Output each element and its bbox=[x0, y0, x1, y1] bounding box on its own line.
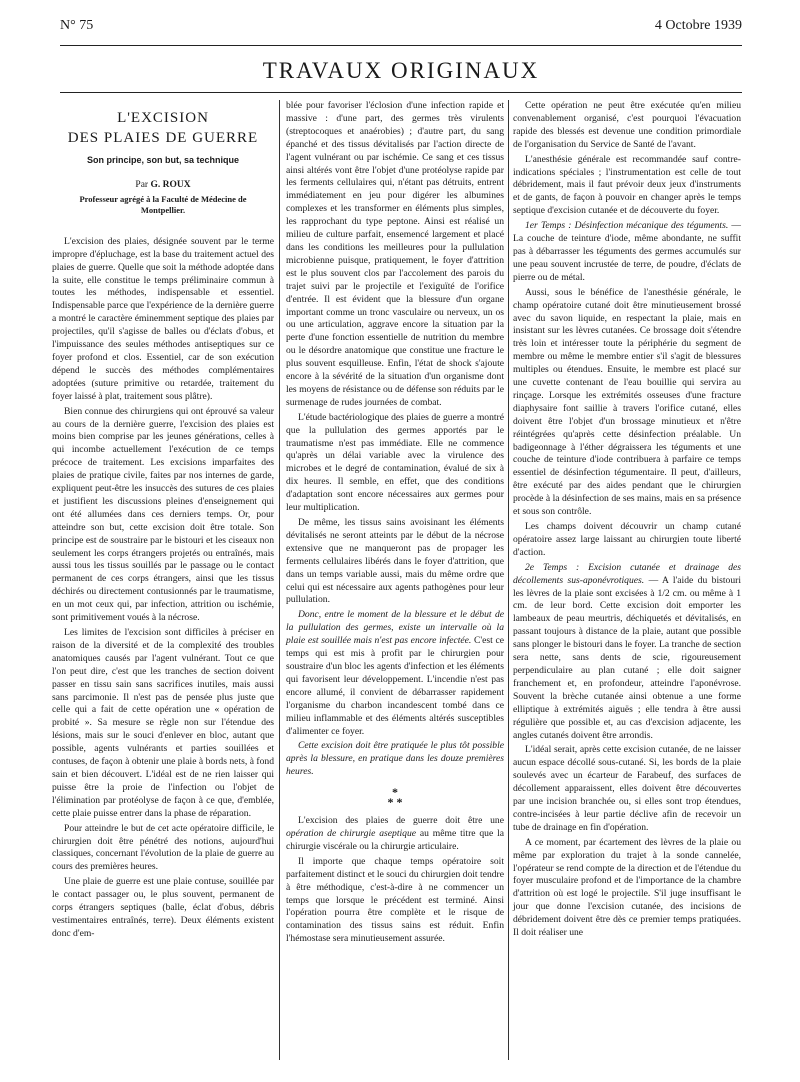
paragraph: L'anesthésie générale est recommandée sauf contre-indications spéciales ; l'instrumentation est celle de tout débridement, mais il faut prévoir deux jeux d'instruments et de gants, de façon à pouvoir en changer après le temps septique d'excision cutanée et de découverte du foyer. bbox=[513, 153, 741, 217]
emphasis: opération de chirurgie aseptique bbox=[286, 828, 417, 840]
article-subtitle: Son principe, son but, sa technique bbox=[86, 155, 239, 165]
paragraph bbox=[286, 740, 504, 779]
title-line: DES PLAIES DE GUERRE bbox=[67, 130, 259, 146]
paragraph: Une plaie de guerre est une plaie contuse, souillée par le contact passager ou, le plus souvent, permanent de corps étrangers septiques (balle, éclat d'obus, débris vestimentaires entraînés, terre). Deux éléments existent donc d'em- bbox=[52, 876, 274, 939]
header-rule bbox=[60, 45, 742, 46]
emphasis: Donc, entre le moment de la blessure et le début de la pullulation des germes, existe un intervalle où la plaie est souillée mais n'est pas encore infectée. bbox=[286, 609, 504, 647]
text: L'excision des plaies de guerre doit être une bbox=[298, 815, 504, 827]
section-separator: * * * bbox=[387, 785, 403, 810]
text: — A l'aide du bistouri les lèvres de la plaie sont excisées à 1/2 cm. ou même à 1 cm. de leur bord. Cette excision doit emporter les lambeaux de peau meurtris, déchiquetés et dévitalisés, en passant toujours à distance de la plaie, autant que possible sans plonger le bistouri dans le foyer. La tranche de section sera nette, sans dents de scie, rigoureusement perpendiculaire au plan cutané ; elle doit saigner franchement et, en profondeur, atteindre l'aponévrose. Souvent la brèche cutanée ainsi obtenue a une forme elliptique à extrémités aiguës ; elle tendra à être aussi régulière que possible et, au cas d'excision adjacente, les angles cutanés doivent être arrondis. bbox=[513, 574, 741, 741]
paragraph: blée pour favoriser l'éclosion d'une infection rapide et massive : d'une part, des germes très virulents (streptocoques et anaérobies) ; d'autre part, du sang épanché et des tissus dévitalisés par l'action directe de l'agent vulnérant ou par ischémie. Ce sang et ces tissus ainsi altérés vont être l'objet d'une protéolyse rapide par les ferments cellulaires qui, n'étant pas détruits, entrent immédiatement en jeu pour digérer les albumines complexes et les transformer en éléments plus simples, les rapprochant du type peptone. Ainsi est réalisé un milieu de culture parfait, ensemencé largement et placé dans les conditions les meilleures pour la pullulation microbienne puisque, pratiquement, le foyer d'attrition est le plus souvent clos par l'accolement des parois du trajet suivi par le projectile et l'exiguïté de l'orifice d'entrée. Il est évident que la blessure d'un organe important comme un tronc vasculaire ou nerveux, un os ou une articulation, aggrave encore la situation par la perte d'une fonction essentielle de nutrition du membre ou le désordre anatomique que constitue une fracture le plus souvent esquilleuse. Enfin, l'état de shock s'ajoute encore à la sévérité de la situation d'un organisme dont les moyens de résistance ou de défense son réduits par le surmenage de rudes journées de combat. bbox=[286, 100, 504, 408]
paragraph: L'excision des plaies, désignée souvent par le terme impropre d'épluchage, est la base du traitement actuel des plaies de guerre. Quelle que soit la méthode adoptée dans la suite, elle constitue le temps préliminaire commun à toutes les méthodes, indispensable et essentiel. Indispensable parce que l'expérience de la dernière guerre a montré le caractère éminemment septique des plaies par projectiles, qu'il s'agisse de balles ou d'éclats d'obus, et l'impuissance des seules méthodes antiseptiques sur ce foyer profond et clos. Essentiel, car de son exécution dépend le succès des méthodes complémentaires adoptées (suture primitive ou retardée, traitement du foyer laissé à plat, traitement sous plâtre). bbox=[52, 235, 274, 402]
author-prefix: Par bbox=[135, 179, 149, 190]
article-title bbox=[52, 108, 274, 148]
column-divider bbox=[508, 100, 509, 1060]
column-1 bbox=[52, 100, 274, 943]
section-heading: 1er Temps : Désinfection mécanique des téguments. bbox=[525, 220, 729, 232]
section-rule bbox=[60, 92, 742, 93]
paragraph: L'étude bactériologique des plaies de guerre a montré que la pullulation des germes apportés par le traumatisme n'est pas immédiate. Elle ne commence qu'après un délai variable avec la virulence des microbes et le degré de contamination, évalué de six à dix heures. Il semble, en effet, que des conditions d'adaptation sont encore nécessaires aux germes pour leur multiplication. bbox=[286, 411, 504, 514]
paragraph: L'idéal serait, après cette excision cutanée, de ne laisser aucun espace décollé sous-cutané. Si, les bords de la plaie soulevés avec un écarteur de Farabeuf, des surfaces de décollement apparaissent, elles doivent être découvertes par une incision branchée ou, si elles sont trop étendues, contre-incisées à leur partie déclive afin de recevoir un tube de drainage en fin d'opération. bbox=[513, 744, 741, 833]
page-header bbox=[60, 18, 742, 40]
paragraph bbox=[286, 815, 504, 854]
paragraph: Cette opération ne peut être exécutée qu'en milieu convenablement organisé, c'est pourquoi l'évacuation rapide des blessés est devenue une condition primordiale de l'organisation du Service de Santé de l'avant. bbox=[513, 100, 741, 150]
issue-number: N° 75 bbox=[60, 18, 94, 33]
paragraph: De même, les tissus sains avoisinant les éléments dévitalisés ne seront atteints par le début de la nécrose extensive que ne manqueront pas de propager les ferments cellulaires libérés dans le foyer d'attrition, que dans un temps variable aussi, mais du même ordre que celui qui est nécessaire aux agents pathogènes pour leur pullulation. bbox=[286, 517, 504, 606]
author-name: G. ROUX bbox=[150, 179, 191, 190]
section-title: TRAVAUX ORIGINAUX bbox=[262, 58, 540, 83]
author-affiliation: Professeur agrégé à la Faculté de Médecine de Montpellier. bbox=[79, 193, 247, 215]
column-3 bbox=[513, 100, 741, 942]
paragraph: Il importe que chaque temps opératoire soit parfaitement distinct et le souci du chirurgien doit tendre à être méthodique, c'est-à-dire à ne commencer un temps que lorsque le précédent est terminé. Ainsi l'opération pourra être complète et le risque de contamination des tissus sains est réduit. Enfin l'hémostase sera minutieusement assurée. bbox=[286, 855, 504, 945]
author-line bbox=[52, 179, 274, 192]
issue-date: 4 Octobre 1939 bbox=[654, 18, 742, 33]
paragraph bbox=[513, 220, 741, 285]
section-heading: 2e Temps : Excision cutanée et drainage des décollements sus-aponévrotiques. bbox=[513, 561, 741, 586]
paragraph: Les limites de l'excision sont difficiles à préciser en raison de la diversité et de la complexité des troubles anatomiques causés par l'agent vulnérant. Tout ce que l'on peut dire, c'est que les tranches de section doivent passer en tissu sain sans sacrifices inutiles, mais aussi sans parcimonie. Il n'est pas de pensée plus juste que celle qui a fait de cette opération une « opération de probité ». Sa mesure se règle non sur l'étendue des lésions, mais sur le souci d'enlever en bloc, autant que possible, agents vulnérants et parties souillées et contuses, de façon à obtenir une plaie à bords nets, à fond sain et bien découvert. L'idéal est de ne rien laisser qui puisse être la proie de l'infection ou l'objet de l'élimination par protéolyse de façon à ce que, d'emblée, cette plaie puisse entrer dans la phase de réparation. bbox=[52, 627, 274, 819]
paragraph: Les champs doivent découvrir un champ cutané opératoire assez large laissant au chirurgien toute liberté d'action. bbox=[513, 521, 741, 558]
paragraph: Aussi, sous le bénéfice de l'anesthésie générale, le champ opératoire cutané doit être minutieusement brossé avec du savon liquide, en respectant la plaie, mais en insistant sur les lèvres cutanées. Ce brossage doit s'étendre très loin et intéresser toute la périphérie du segment de membre ou même le membre entier s'il s'agit de blessures multiples ou étendues. Ensuite, le membre est placé sur une cuvette contenant de l'eau bouillie qui servira au rinçage. Lorsque les extrémités osseuses d'une fracture diaphysaire font saillie à travers l'orifice cutané, elles doivent être l'objet d'un brossage minutieux et n'être réintégrées qu'après cette désinfection préalable. Un badigeonnage à l'éther dégraissera les téguments et une couche de teinture d'iode contribuera à parfaire ce temps essentiel de désinfection tégumentaire. Il peut, d'ailleurs, être exécuté par des aides pendant que le chirurgien procède à la désinfection de ses mains, mais en sa présence et sous son contrôle. bbox=[513, 286, 741, 518]
paragraph bbox=[513, 562, 741, 743]
title-line: L'EXCISION bbox=[117, 110, 209, 126]
paragraph: Bien connue des chirurgiens qui ont éprouvé sa valeur au cours de la dernière guerre, l'excision des plaies est moins bien comprise par les jeunes générations, celles à qui incombe actuellement l'exécution de ce temps précoce de traitement. Les excisions imparfaites des plaies de pratique civile, faites par nos internes de garde, expliquent peut-être les insuccès des sutures de ces plaies et justifient les discussions pleines d'enseignement qui ont été allumées dans ces derniers temps. Or, pour atteindre son but, cette excision doit être totale. Son principe est de soustraire par le bistouri et les ciseaux non seulement les corps étrangers projetés ou entraînés, mais aussi tous les tissus souillés par le passage ou le contact permanent de ces corps étrangers, ainsi que les tissus déchirés ou directement contusionnés par le traumatisme, en un mot ceux qui, par infection, attrition ou ischémie, sont primitivement voués à la nécrose. bbox=[52, 405, 274, 624]
text: — La couche de teinture d'iode, même abondante, ne suffit pas à débarrasser les téguments des germes accumulés sur une peau souvent incrustée de terre, de poudre, d'éclats de pierre ou de métal. bbox=[513, 220, 741, 283]
column-divider bbox=[279, 100, 280, 1060]
paragraph: Pour atteindre le but de cet acte opératoire difficile, le chirurgien doit être pénétré des notions, aujourd'hui classiques, concernant l'évolution de la plaie de guerre au cours des premières heures. bbox=[52, 822, 274, 873]
text: C'est ce temps qui est mis à profit par le chirurgien pour soustraire d'un bloc les agents d'infection et les éléments qui favorisent leur développement. L'incendie n'est pas encore allumé, il convient de débarrasser rapidement l'organisme du charbon incandescent tombé dans ce milieu inflammable et des éléments altérés susceptibles d'alimenter ce foyer. bbox=[286, 635, 505, 737]
paragraph: A ce moment, par écartement des lèvres de la plaie ou même par exploration du trajet à la sonde cannelée, l'opérateur se rend compte de la direction et de l'étendue du foyer musculaire profond et de l'importance de la chambre d'attrition où est logé le projectile. S'il juge insuffisant le jour que donne l'excision cutanée, des incisions de débridement doivent être dès ce premier temps pratiquées. Il doit réaliser une bbox=[513, 836, 741, 939]
text: au même titre que la chirurgie viscérale ou la chirurgie articulaire. bbox=[286, 828, 504, 852]
paragraph bbox=[286, 609, 504, 738]
emphasis: Cette excision doit être pratiquée le plus tôt possible après la blessure, en pratique dans les douze premières heures. bbox=[286, 740, 504, 778]
column-2 bbox=[286, 100, 504, 948]
